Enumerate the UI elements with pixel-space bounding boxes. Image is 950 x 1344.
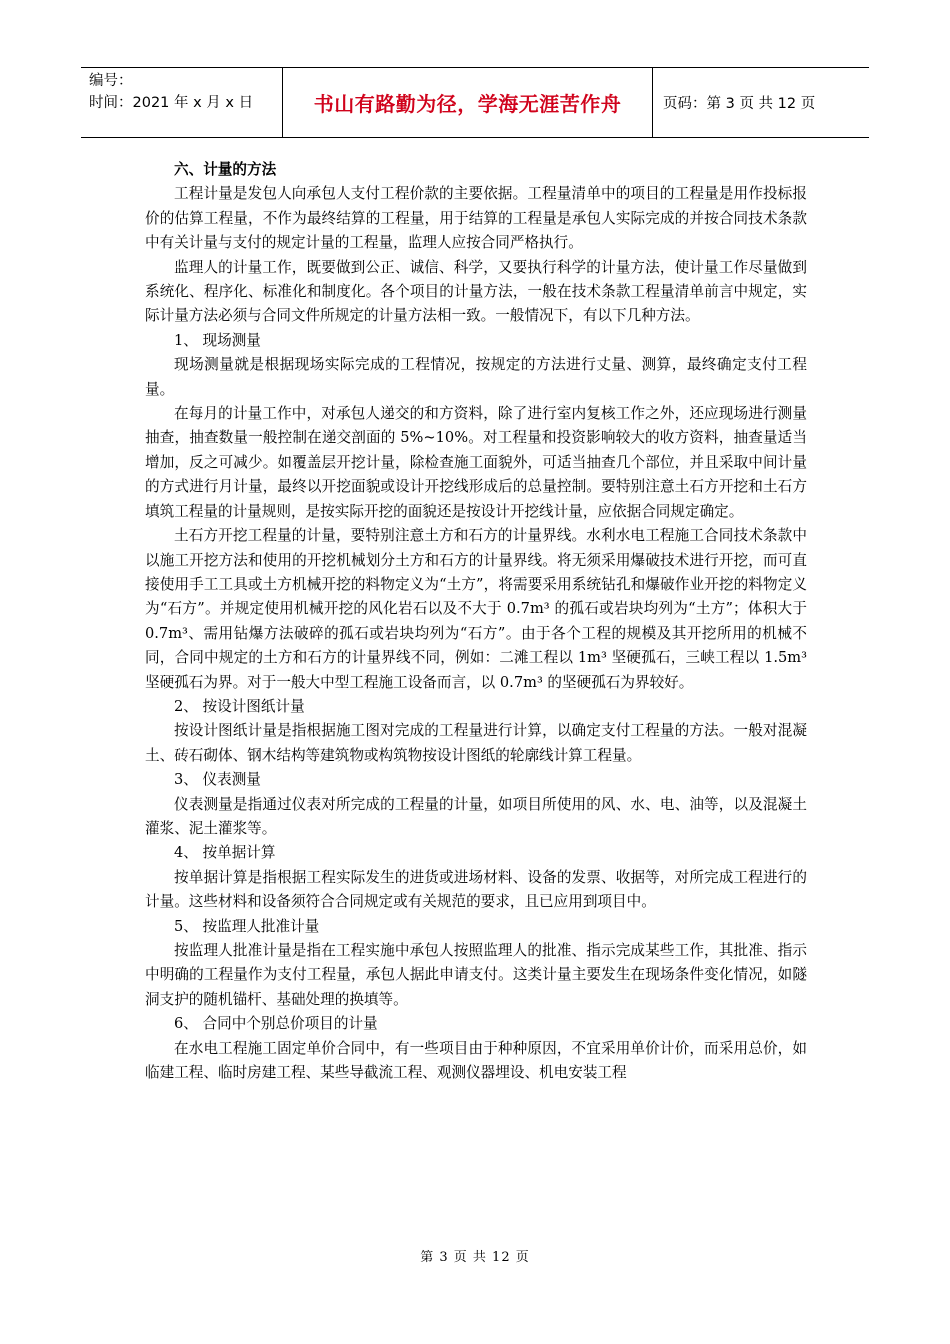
page-label: 页码：第 3 页 共 12 页	[663, 96, 816, 112]
paragraph: 现场测量就是根据现场实际完成的工程情况，按规定的方法进行丈量、测算，最终确定支付工程量。	[145, 356, 807, 398]
paragraph: 监理人的计量工作，既要做到公正、诚信、科学，又要执行科学的计量方法，使计量工作尽量做到系统化、程序化、标准化和制度化。各个项目的计量方法，一般在技术条款工程量清单前言中规定，实际计量方法必须与合同文件所规定的计量方法相一致。一般情况下，有以下几种方法。	[145, 258, 807, 325]
paragraph: 按监理人批准计量是指在工程实施中承包人按照监理人的批准、指示完成某些工作，其批准、指示中明确的工程量作为支付工程量，承包人据此申请支付。这类计量主要发生在现场条件变化情况，如隧洞支护的随机锚杆、基础处理的换填等。	[145, 942, 807, 1008]
section-title: 六、计量的方法	[174, 161, 277, 178]
paragraph: 工程计量是发包人向承包人支付工程价款的主要依据。工程量清单中的项目的工程量是用作投标报价的估算工程量，不作为最终结算的工程量，用于结算的工程量是承包人实际完成的并按合同技术条款中有关计量与支付的规定计量的工程量，监理人应按合同严格执行。	[145, 185, 807, 252]
paragraph: 土石方开挖工程量的计量，要特别注意土方和石方的计量界线。水利水电工程施工合同技术条款中以施工开挖方法和使用的开挖机械划分土方和石方的计量界线。将无须采用爆破技术进行开挖，而可直接使用手工工具或土方机械开挖的料物定义为“土方”，将需要采用系统钻孔和爆破作业开挖的料物定义为“石方”。并规定使用机械开挖的风化岩石以及不大于 0.7m³ 的孤石或岩块均列为“土方”；体积大于 0.7m³、需用钻爆方法破碎的孤石或岩块均列为“石方”。由于各个工程的规模及其开挖所用的机械不同，合同中规定的土方和石方的计量界线不同，例如：二滩工程以 1m³ 坚硬孤石，三峡工程以 1.5m³ 坚硬孤石为界。对于一般大中型工程施工设备而言，以 0.7m³ 的坚硬孤石为界较好。	[145, 527, 807, 691]
page-footer: 第 3 页 共 12 页	[420, 1250, 530, 1265]
paragraph: 按设计图纸计量是指根据施工图对完成的工程量进行计算，以确定支付工程量的方法。一般对混凝土、砖石砌体、钢木结构等建筑物或构筑物按设计图纸的轮廓线计算工程量。	[145, 722, 807, 764]
paragraph: 仪表测量是指通过仪表对所完成的工程量的计量，如项目所使用的风、水、电、油等，以及混凝土灌浆、泥土灌浆等。	[145, 795, 807, 837]
subheading-lump-sum: 6、 合同中个别总价项目的计量	[174, 1015, 378, 1033]
subheading-site-survey: 1、 现场测量	[174, 331, 261, 349]
subheading-design-drawings: 2、 按设计图纸计量	[174, 697, 305, 715]
paragraph: 在水电工程施工固定单价合同中，有一些项目由于种种原因，不宜采用单价计价，而采用总价，如临建工程、临时房建工程、某些导截流工程、观测仪器埋设、机电安装工程	[145, 1039, 807, 1082]
motto-text: 书山有路勤为径，学海无涯苦作舟	[313, 92, 622, 116]
subheading-supervisor-approval: 5、 按监理人批准计量	[174, 917, 320, 935]
paragraph: 按单据计算是指根据工程实际发生的进货或进场材料、设备的发票、收据等，对所完成工程进行的计量。这些材料和设备须符合合同规定或有关规范的要求，且已应用到项目中。	[145, 868, 807, 911]
header-motto-cell	[282, 68, 653, 137]
header-meta	[81, 68, 282, 137]
subheading-receipts: 4、 按单据计算	[174, 844, 276, 862]
time-label: 时间：2021 年 x 月 x 日	[89, 95, 254, 111]
number-label: 编号：	[89, 73, 133, 89]
header-page-cell	[653, 68, 869, 137]
subheading-instrument: 3、 仪表测量	[174, 771, 261, 789]
page-header	[81, 67, 869, 138]
paragraph: 在每月的计量工作中，对承包人递交的和方资料，除了进行室内复核工作之外，还应现场进行测量抽查，抽查数量一般控制在递交剖面的 5%~10%。对工程量和投资影响较大的收方资料，抽查量适当增加，反之可减少。如覆盖层开挖计量，除检查施工面貌外，可适当抽查几个部位，并且采取中间计量的方式进行月计量，最终以开挖面貌或设计开挖线形成后的总量控制。要特别注意土石方开挖和土石方填筑工程量的计量规则，是按实际开挖的面貌还是按设计开挖线计量，应依据合同规定确定。	[145, 405, 807, 520]
document-body	[145, 158, 807, 1085]
